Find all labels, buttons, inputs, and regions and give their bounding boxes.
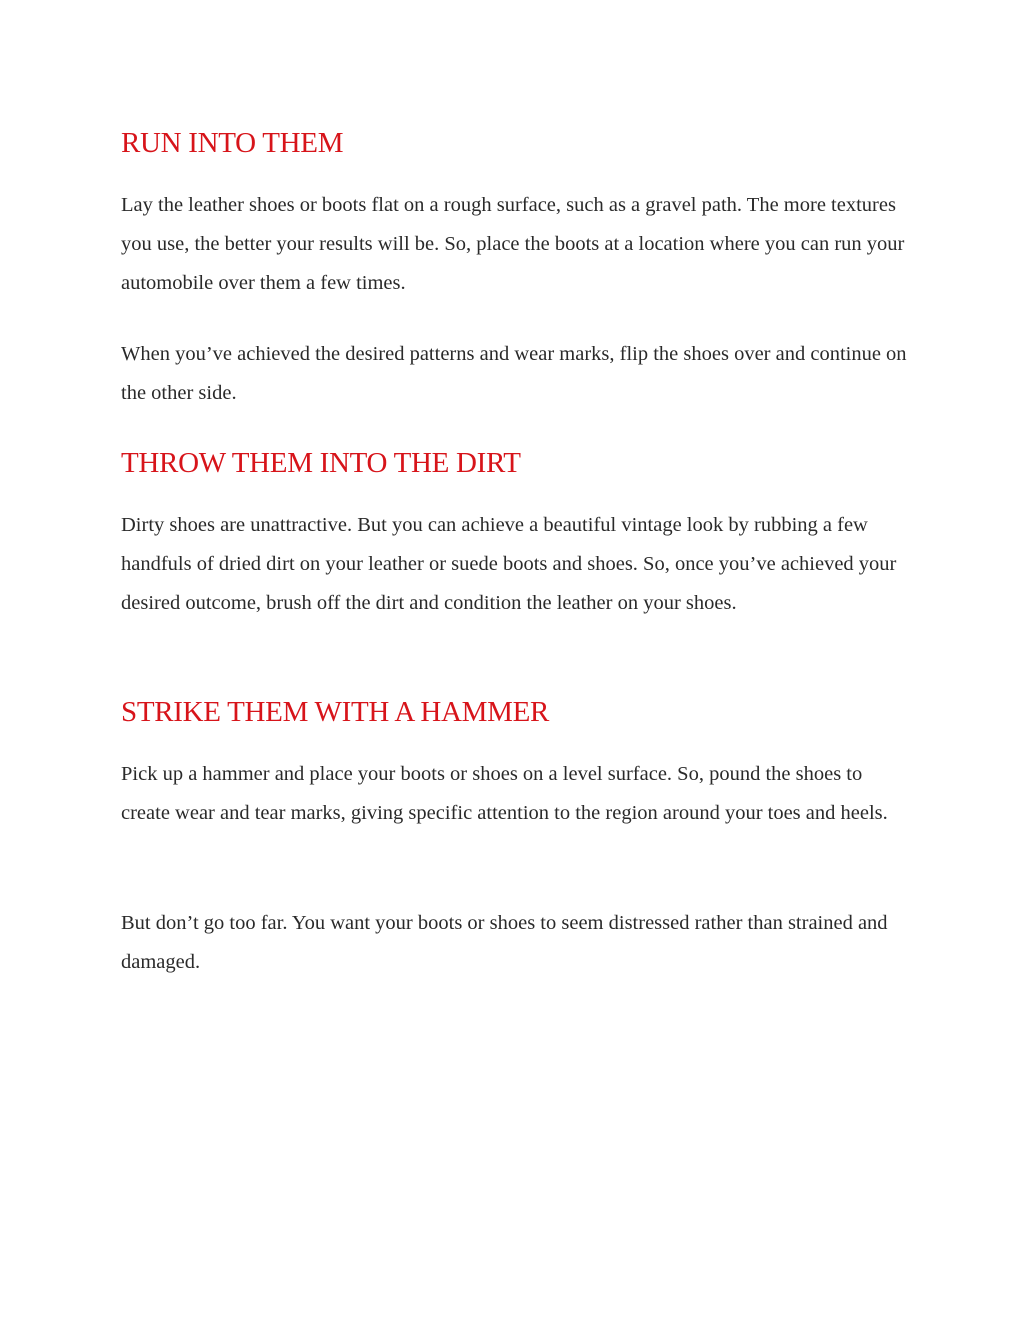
paragraph: When you’ve achieved the desired patterns and wear marks, flip the shoes over and continue on the other side. xyxy=(121,343,907,404)
section-heading-throw-them-into-the-dirt: THROW THEM INTO THE DIRT xyxy=(121,447,521,479)
section-heading-strike-them-with-a-hammer: STRIKE THEM WITH A HAMMER xyxy=(121,696,550,728)
paragraph: But don’t go too far. You want your boots or shoes to seem distressed rather than strained and damaged. xyxy=(121,912,888,973)
paragraph: Pick up a hammer and place your boots or shoes on a level surface. So, pound the shoes to create wear and tear marks, giving specific attention to the region around your toes and heels. xyxy=(121,763,888,824)
section-heading-run-into-them: RUN INTO THEM xyxy=(121,127,344,159)
paragraph: Lay the leather shoes or boots flat on a rough surface, such as a gravel path. The more textures you use, the better your results will be. So, place the boots at a location where you can run your automobile over them a few times. xyxy=(121,194,905,294)
paragraph: Dirty shoes are unattractive. But you can achieve a beautiful vintage look by rubbing a few handfuls of dried dirt on your leather or suede boots and shoes. So, once you’ve achieved your desired outcome, brush off the dirt and condition the leather on your shoes. xyxy=(121,514,897,614)
